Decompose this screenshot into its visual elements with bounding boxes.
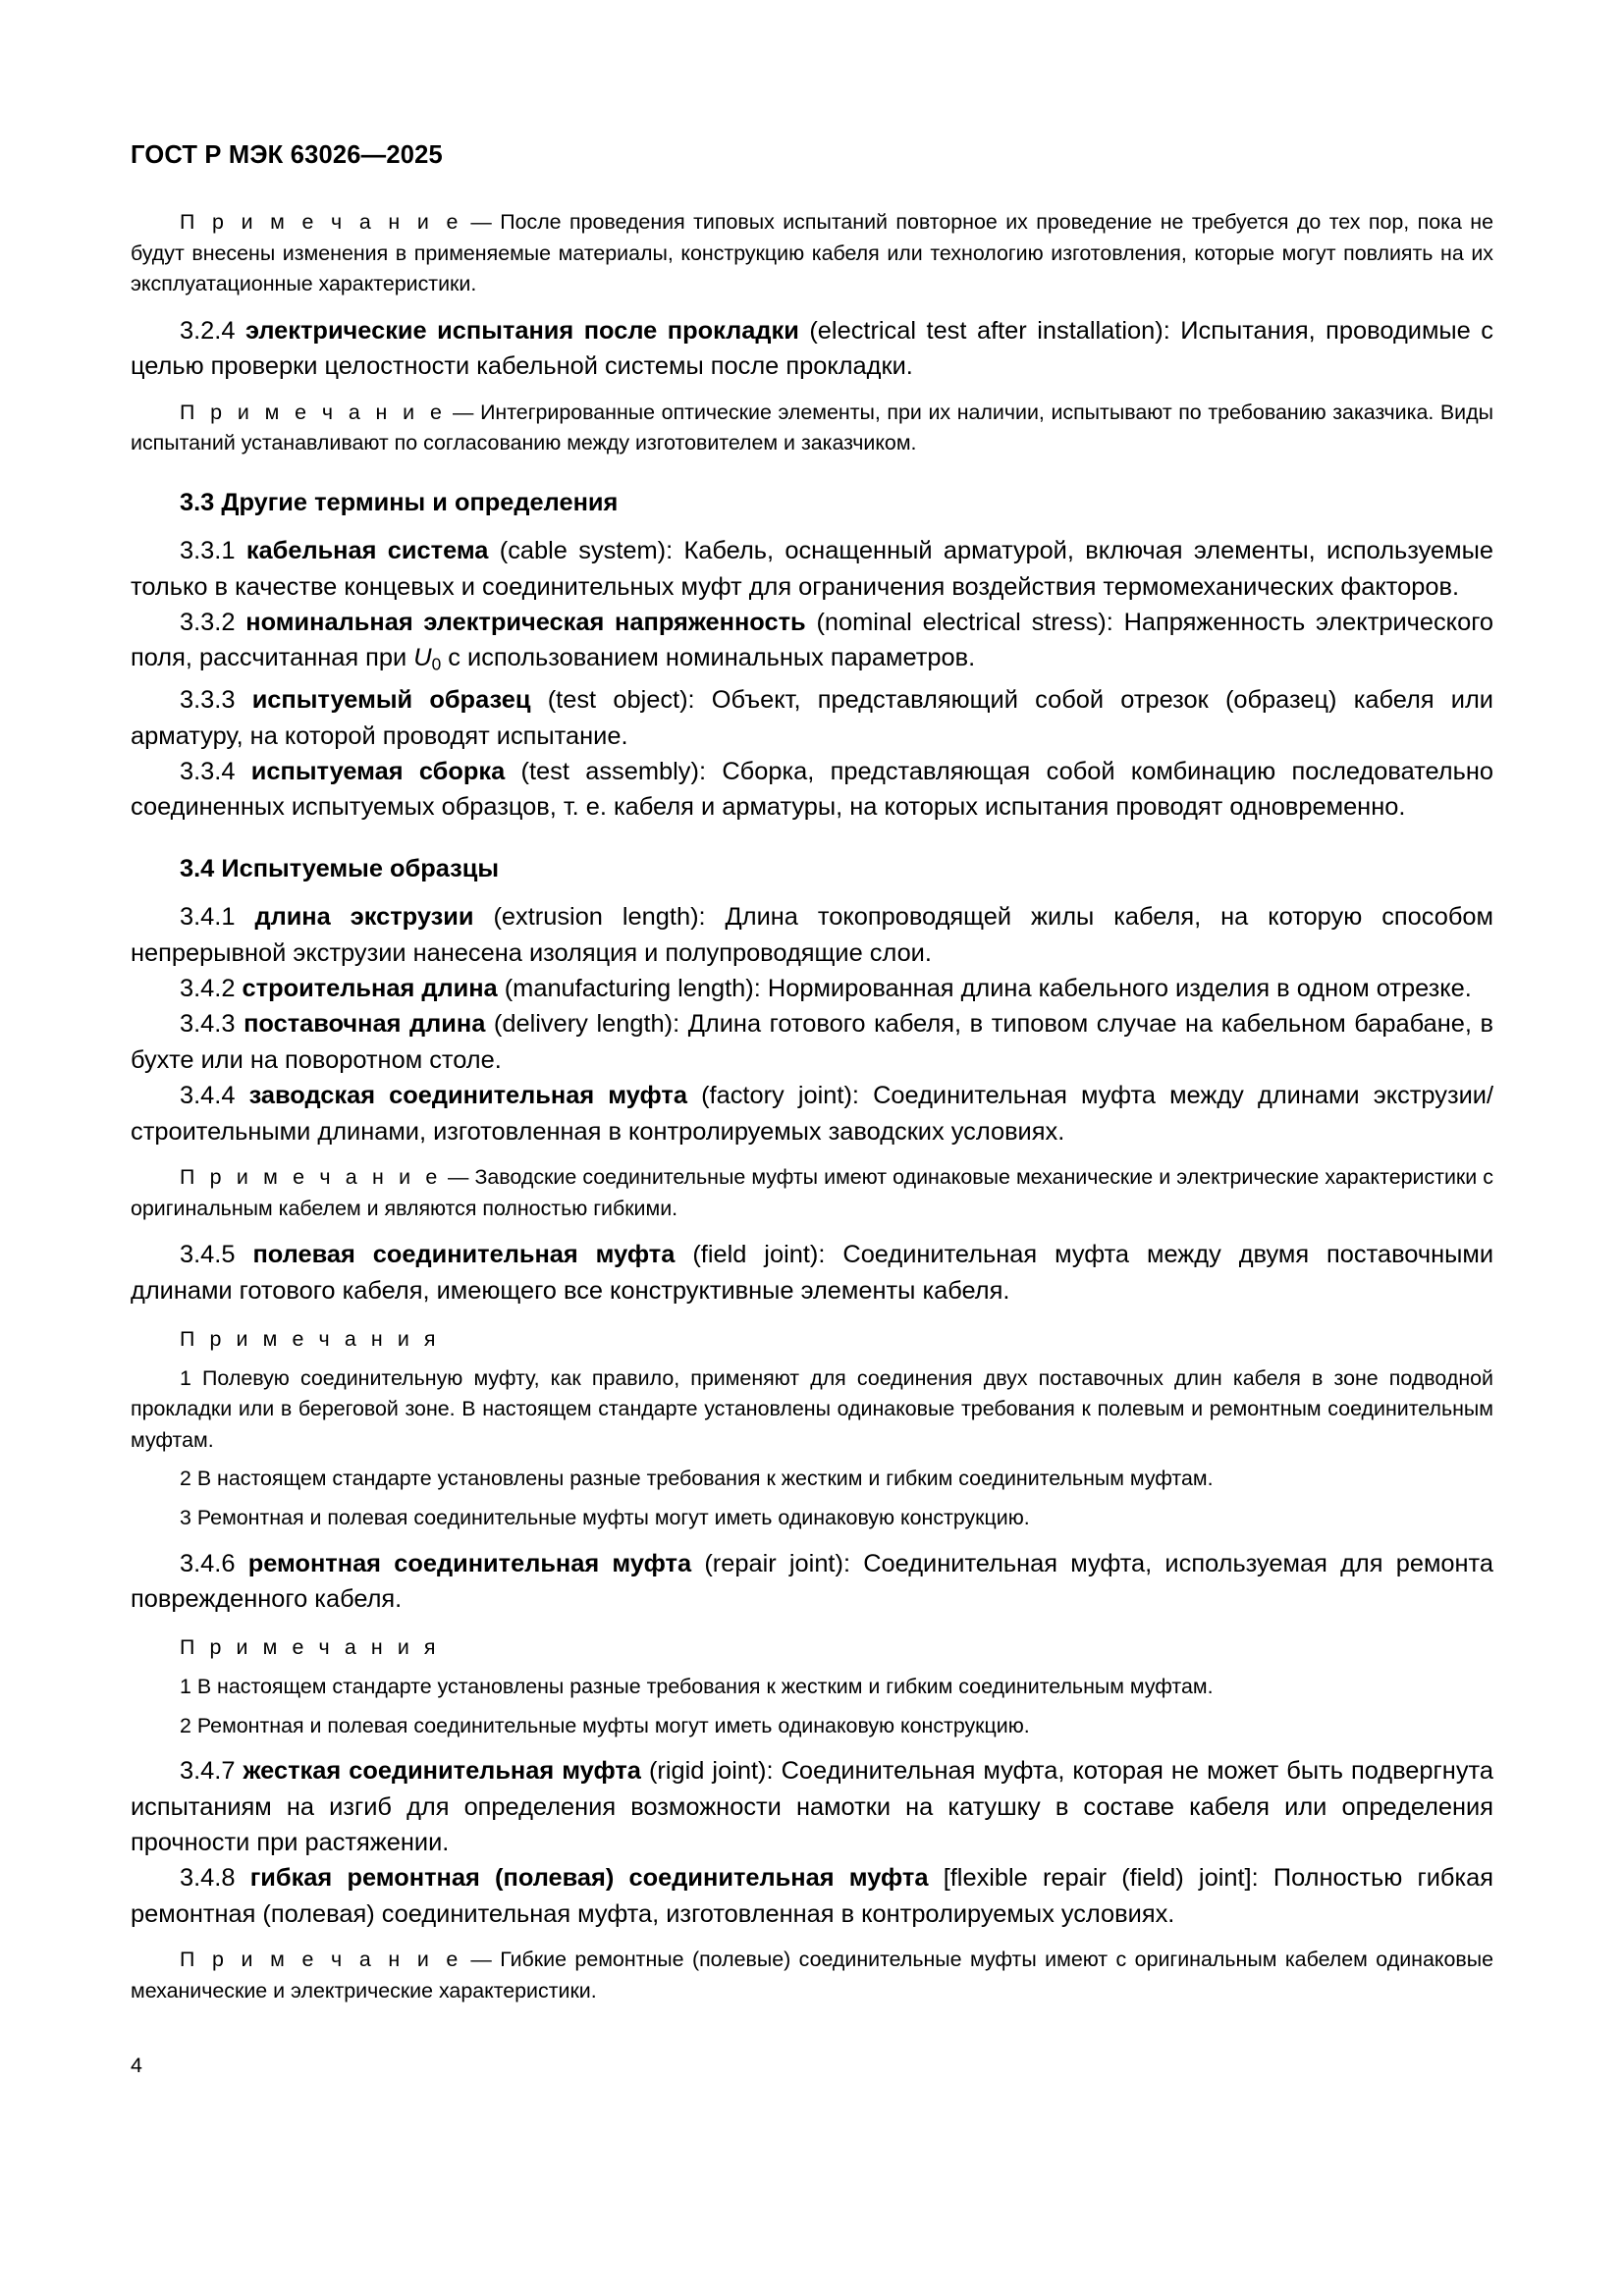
term-name: полевая соединительная муфта	[252, 1241, 676, 1269]
definition-3-4-3	[131, 1006, 1493, 1078]
clause-number: 3.4.2	[180, 975, 243, 1003]
definition-3-3-2	[131, 605, 1493, 682]
definition-3-4-6	[131, 1546, 1493, 1618]
note-type-tests	[131, 207, 1493, 300]
notes-heading-3-4-5	[131, 1324, 1493, 1356]
term-name: кабельная система	[245, 537, 489, 565]
note-text: После проведения типовых испытаний повторное их проведение не требуется до тех пор, пока не будут внесены изменения в применяемые материалы, конструкцию кабеля или технологию изготовления, которые могут повлиять на их эксплуатационные характеристики.	[131, 210, 1493, 296]
note-item: 2 В настоящем стандарте установлены разные требования к жестким и гибким соединительным муфтам.	[180, 1467, 1214, 1491]
term-name: длина экструзии	[254, 903, 474, 932]
definition-3-4-1	[131, 899, 1493, 971]
note-item: 3 Ремонтная и полевая соединительные муфты могут иметь одинаковую конструкцию.	[180, 1506, 1030, 1530]
term-name: заводская соединительная муфта	[248, 1082, 687, 1110]
note-flexible-repair-joints	[131, 1945, 1493, 2006]
term-name: жесткая соединительная муфта	[243, 1757, 641, 1786]
note-label: П р и м е ч а н и е	[180, 1948, 462, 1972]
clause-number: 3.4.1	[180, 903, 255, 932]
clause-number: 3.3.3	[180, 686, 252, 715]
definition-3-4-5	[131, 1237, 1493, 1308]
heading-3-4: 3.4 Испытуемые образцы	[180, 854, 500, 882]
term-name: гибкая ремонтная (полевая) соединительная муфта	[249, 1864, 929, 1893]
note-text: Заводские соединительные муфты имеют одинаковые механические и электрические характеристики с оригинальным кабелем и являются полностью гибкими.	[131, 1165, 1493, 1220]
definition-3-4-7	[131, 1753, 1493, 1860]
term-name: номинальная электрическая напряженность	[245, 609, 806, 637]
term-definition: (delivery length): Длина готового кабеля, в типовом случае на кабельном барабане, в бухте или на поворотном столе.	[131, 1010, 1493, 1074]
note-dash: —	[461, 1948, 501, 1972]
term-definition: (test assembly): Сборка, представляющая собой комбинацию последовательно соединенных испытуемых образцов, т. е. кабеля и арматуры, на которых испытания проводят одновременно.	[131, 757, 1493, 822]
term-definition: (field joint): Соединительная муфта между двумя поставочными длинами готового кабеля, имеющего все конструктивные элементы кабеля.	[131, 1241, 1493, 1305]
document-header: ГОСТ Р МЭК 63026—2025	[131, 141, 443, 169]
term-definition-after-symbol: с использованием номинальных параметров.	[441, 644, 976, 672]
definition-3-4-2	[131, 971, 1493, 1006]
document-body	[131, 169, 1493, 2006]
term-definition: (extrusion length): Длина токопроводящей жилы кабеля, на которую способом непрерывной экструзии нанесена изоляция и полупроводящие слои.	[131, 903, 1493, 967]
note-item: 2 Ремонтная и полевая соединительные муфты могут иметь одинаковую конструкцию.	[180, 1713, 1030, 1737]
clause-number: 3.4.7	[180, 1757, 244, 1786]
clause-number: 3.4.8	[180, 1864, 250, 1893]
note-label: П р и м е ч а н и е	[180, 210, 462, 235]
term-definition: (rigid joint): Соединительная муфта, которая не может быть подвергнута испытаниям на изгиб для определения возможности намотки на катушку в составе кабеля или определения прочности при растяжении.	[131, 1757, 1493, 1857]
note-dash: —	[441, 1165, 475, 1190]
notes-label: П р и м е ч а н и я	[180, 1635, 441, 1660]
clause-number: 3.4.6	[180, 1549, 248, 1577]
term-name: поставочная длина	[244, 1010, 486, 1039]
clause-number: 3.4.5	[180, 1241, 253, 1269]
note-text: Гибкие ремонтные (полевые) соединительные муфты имеют с оригинальным кабелем одинаковые механические и электрические характеристики.	[131, 1948, 1493, 2002]
term-definition: (repair joint): Соединительная муфта, используемая для ремонта поврежденного кабеля.	[131, 1549, 1494, 1614]
clause-number: 3.3.2	[180, 609, 246, 637]
note-optical-elements	[131, 398, 1493, 459]
nominal-voltage-symbol: U	[413, 644, 432, 672]
term-definition: (cable system): Кабель, оснащенный арматурой, включая элементы, используемые только в качестве концевых и соединительных муфт для ограничения воздействия термомеханических факторов.	[131, 537, 1494, 601]
notes-heading-3-4-6	[131, 1632, 1493, 1664]
note-label: П р и м е ч а н и е	[180, 1165, 442, 1190]
term-name: испытуемая сборка	[250, 757, 506, 785]
term-name: электрические испытания после прокладки	[244, 316, 799, 345]
clause-number: 3.3.4	[180, 757, 251, 785]
notes-label: П р и м е ч а н и я	[180, 1327, 441, 1352]
page-number: 4	[131, 2054, 142, 2077]
definition-3-2-4	[131, 313, 1493, 385]
note-text: Интегрированные оптические элементы, при их наличии, испытывают по требованию заказчика. Виды испытаний устанавливают по согласованию между изготовителем и заказчиком.	[131, 400, 1493, 455]
clause-number: 3.4.4	[180, 1082, 249, 1110]
term-definition: (electrical test after installation): Испытания, проводимые с целью проверки целостности кабельной системы после прокладки.	[131, 316, 1493, 381]
heading-3-3: 3.3 Другие термины и определения	[180, 488, 619, 516]
clause-number: 3.2.4	[180, 316, 245, 345]
note-item: 1 В настоящем стандарте установлены разные требования к жестким и гибким соединительным муфтам.	[180, 1675, 1214, 1699]
term-definition-before-symbol: (nominal electrical stress): Напряженность электрического поля, рассчитанная при	[131, 609, 1494, 672]
note-factory-joints	[131, 1162, 1493, 1224]
note-label: П р и м е ч а н и е	[180, 400, 447, 424]
term-definition: (test object): Объект, представляющий собой отрезок (образец) кабеля или арматуру, на которой проводят испытание.	[131, 686, 1493, 750]
note-dash: —	[446, 400, 481, 424]
definition-3-4-4	[131, 1078, 1493, 1149]
note-dash: —	[461, 210, 501, 235]
definition-3-3-1	[131, 533, 1493, 605]
definition-3-4-8	[131, 1860, 1493, 1932]
definition-3-3-4	[131, 754, 1493, 826]
page-content	[131, 0, 1493, 2019]
note-item: 1 Полевую соединительную муфту, как правило, применяют для соединения двух поставочных длин кабеля в зоне подводной прокладки или в береговой зоне. В настоящем стандарте установлены одинаковые требования к полевым и ремонтным соединительным муфтам.	[131, 1365, 1493, 1452]
term-name: испытуемый образец	[251, 686, 531, 715]
term-definition: (manufacturing length): Нормированная длина кабельного изделия в одном отрезке.	[497, 975, 1472, 1003]
clause-number: 3.3.1	[180, 537, 246, 565]
nominal-voltage-subscript: 0	[431, 654, 442, 674]
term-name: ремонтная соединительная муфта	[247, 1549, 692, 1577]
term-definition: (factory joint): Соединительная муфта между длинами экструзии/строительными длинами, изготовленная в контролируемых заводских условиях.	[131, 1082, 1493, 1146]
clause-number: 3.4.3	[180, 1010, 244, 1039]
definition-3-3-3	[131, 682, 1493, 754]
term-name: строительная длина	[242, 975, 498, 1003]
term-definition: [flexible repair (field) joint]: Полностью гибкая ремонтная (полевая) соединительная муфта, изготовленная в контролируемых условиях.	[131, 1864, 1494, 1928]
